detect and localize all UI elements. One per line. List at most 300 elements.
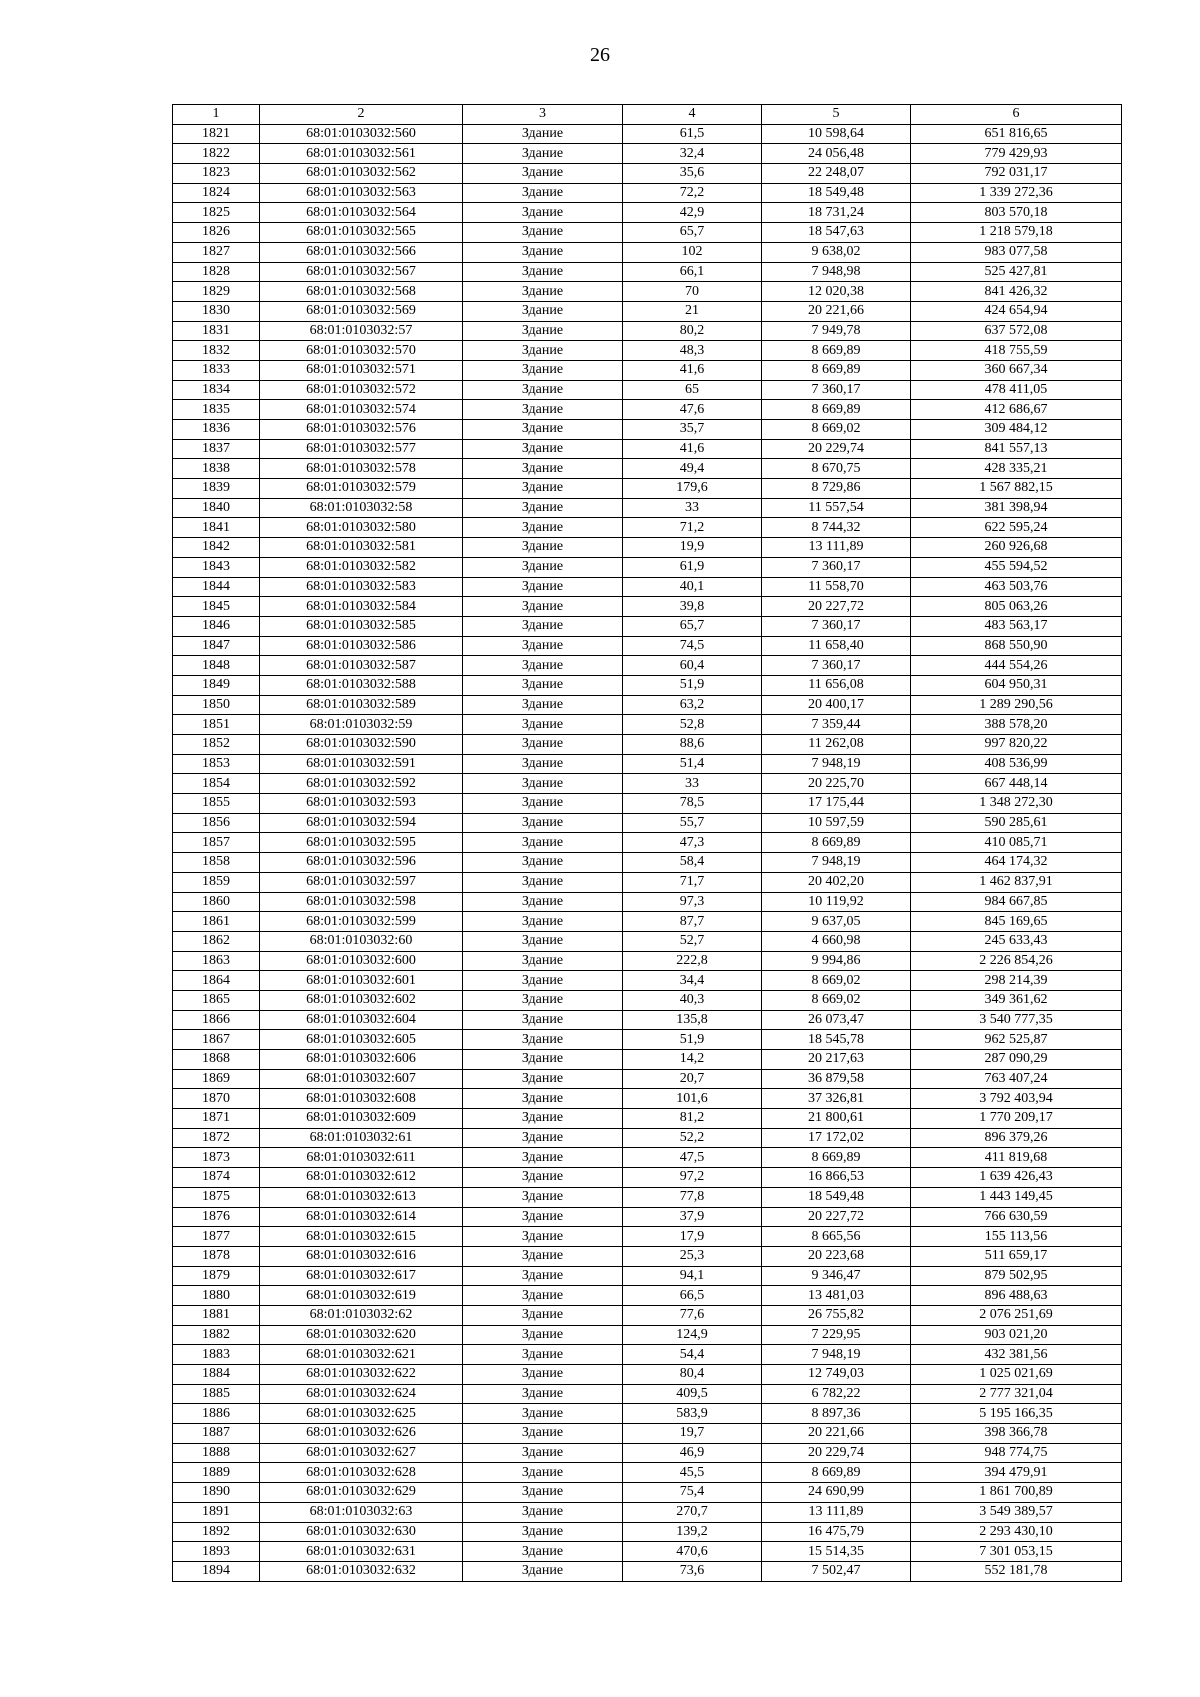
cadastral-value-cell: 412 686,67 [911,400,1122,420]
cadastral-number-cell: 68:01:0103032:594 [260,813,463,833]
row-number-cell: 1853 [173,754,260,774]
cadastral-value-cell: 868 550,90 [911,636,1122,656]
object-type-cell: Здание [463,794,623,814]
specific-value-cell: 10 598,64 [762,124,911,144]
table-row [173,912,1122,932]
area-cell: 39,8 [623,597,762,617]
area-cell: 47,3 [623,833,762,853]
row-number-cell: 1859 [173,872,260,892]
specific-value-cell: 8 669,02 [762,990,911,1010]
table-row [173,774,1122,794]
table-row [173,360,1122,380]
cadastral-value-cell: 779 429,93 [911,144,1122,164]
table-row [173,380,1122,400]
cadastral-value-cell: 903 021,20 [911,1325,1122,1345]
area-cell: 72,2 [623,183,762,203]
row-number-cell: 1882 [173,1325,260,1345]
row-number-cell: 1881 [173,1305,260,1325]
cadastral-value-cell: 394 479,91 [911,1463,1122,1483]
cadastral-number-cell: 68:01:0103032:622 [260,1365,463,1385]
table-row [173,1148,1122,1168]
cadastral-number-cell: 68:01:0103032:565 [260,223,463,243]
cadastral-number-cell: 68:01:0103032:60 [260,931,463,951]
cadastral-number-cell: 68:01:0103032:608 [260,1089,463,1109]
table-row [173,1266,1122,1286]
cadastral-number-cell: 68:01:0103032:607 [260,1069,463,1089]
cadastral-value-cell: 763 407,24 [911,1069,1122,1089]
row-number-cell: 1844 [173,577,260,597]
row-number-cell: 1848 [173,656,260,676]
table-row [173,1365,1122,1385]
cadastral-number-cell: 68:01:0103032:588 [260,675,463,695]
cadastral-value-cell: 398 366,78 [911,1424,1122,1444]
area-cell: 61,5 [623,124,762,144]
row-number-cell: 1854 [173,774,260,794]
row-number-cell: 1860 [173,892,260,912]
cadastral-value-cell: 1 339 272,36 [911,183,1122,203]
area-cell: 71,7 [623,872,762,892]
specific-value-cell: 20 402,20 [762,872,911,892]
table-row [173,1542,1122,1562]
cadastral-number-cell: 68:01:0103032:61 [260,1128,463,1148]
page-number: 26 [590,44,610,66]
cadastral-value-cell: 766 630,59 [911,1207,1122,1227]
area-cell: 135,8 [623,1010,762,1030]
cadastral-number-cell: 68:01:0103032:615 [260,1227,463,1247]
row-number-cell: 1843 [173,557,260,577]
row-number-cell: 1862 [173,931,260,951]
cadastral-number-cell: 68:01:0103032:602 [260,990,463,1010]
object-type-cell: Здание [463,1246,623,1266]
cadastral-number-cell: 68:01:0103032:601 [260,971,463,991]
area-cell: 41,6 [623,360,762,380]
cadastral-number-cell: 68:01:0103032:621 [260,1345,463,1365]
area-cell: 80,2 [623,321,762,341]
table-row [173,597,1122,617]
specific-value-cell: 10 119,92 [762,892,911,912]
cadastral-number-cell: 68:01:0103032:630 [260,1522,463,1542]
area-cell: 42,9 [623,203,762,223]
object-type-cell: Здание [463,931,623,951]
row-number-cell: 1834 [173,380,260,400]
row-number-cell: 1833 [173,360,260,380]
row-number-cell: 1835 [173,400,260,420]
cadastral-value-cell: 245 633,43 [911,931,1122,951]
object-type-cell: Здание [463,853,623,873]
cadastral-number-cell: 68:01:0103032:568 [260,282,463,302]
cadastral-value-cell: 896 379,26 [911,1128,1122,1148]
cadastral-value-cell: 2 777 321,04 [911,1384,1122,1404]
area-cell: 60,4 [623,656,762,676]
object-type-cell: Здание [463,144,623,164]
cadastral-number-cell: 68:01:0103032:579 [260,479,463,499]
area-cell: 58,4 [623,853,762,873]
specific-value-cell: 8 669,02 [762,420,911,440]
specific-value-cell: 20 221,66 [762,1424,911,1444]
specific-value-cell: 15 514,35 [762,1542,911,1562]
cadastral-value-cell: 463 503,76 [911,577,1122,597]
area-cell: 40,3 [623,990,762,1010]
row-number-cell: 1831 [173,321,260,341]
row-number-cell: 1829 [173,282,260,302]
specific-value-cell: 20 217,63 [762,1050,911,1070]
table-row [173,321,1122,341]
object-type-cell: Здание [463,1463,623,1483]
area-cell: 45,5 [623,1463,762,1483]
cadastral-value-cell: 411 819,68 [911,1148,1122,1168]
area-cell: 25,3 [623,1246,762,1266]
object-type-cell: Здание [463,675,623,695]
row-number-cell: 1847 [173,636,260,656]
cadastral-value-cell: 388 578,20 [911,715,1122,735]
object-type-cell: Здание [463,1286,623,1306]
cadastral-value-cell: 896 488,63 [911,1286,1122,1306]
row-number-cell: 1867 [173,1030,260,1050]
cadastral-value-cell: 2 293 430,10 [911,1522,1122,1542]
specific-value-cell: 4 660,98 [762,931,911,951]
specific-value-cell: 7 948,98 [762,262,911,282]
cadastral-value-cell: 651 816,65 [911,124,1122,144]
table-row [173,1050,1122,1070]
area-cell: 80,4 [623,1365,762,1385]
specific-value-cell: 10 597,59 [762,813,911,833]
object-type-cell: Здание [463,1187,623,1207]
object-type-cell: Здание [463,183,623,203]
cadastral-value-cell: 3 549 389,57 [911,1502,1122,1522]
specific-value-cell: 8 670,75 [762,459,911,479]
table-row [173,223,1122,243]
table-row [173,735,1122,755]
object-type-cell: Здание [463,1109,623,1129]
specific-value-cell: 9 994,86 [762,951,911,971]
object-type-cell: Здание [463,971,623,991]
object-type-cell: Здание [463,1050,623,1070]
area-cell: 97,3 [623,892,762,912]
table-row [173,124,1122,144]
area-cell: 409,5 [623,1384,762,1404]
table-row [173,1207,1122,1227]
column-header: 2 [260,105,463,125]
area-cell: 222,8 [623,951,762,971]
area-cell: 71,2 [623,518,762,538]
cadastral-number-cell: 68:01:0103032:625 [260,1404,463,1424]
table-row [173,242,1122,262]
row-number-cell: 1865 [173,990,260,1010]
row-number-cell: 1878 [173,1246,260,1266]
cadastral-number-cell: 68:01:0103032:578 [260,459,463,479]
specific-value-cell: 20 225,70 [762,774,911,794]
cadastral-value-cell: 360 667,34 [911,360,1122,380]
object-type-cell: Здание [463,301,623,321]
object-type-cell: Здание [463,636,623,656]
area-cell: 81,2 [623,1109,762,1129]
cadastral-value-cell: 1 289 290,56 [911,695,1122,715]
specific-value-cell: 9 637,05 [762,912,911,932]
area-cell: 73,6 [623,1561,762,1581]
specific-value-cell: 6 782,22 [762,1384,911,1404]
table-row [173,931,1122,951]
object-type-cell: Здание [463,459,623,479]
object-type-cell: Здание [463,1502,623,1522]
specific-value-cell: 7 360,17 [762,380,911,400]
object-type-cell: Здание [463,400,623,420]
cadastral-number-cell: 68:01:0103032:611 [260,1148,463,1168]
object-type-cell: Здание [463,1483,623,1503]
object-type-cell: Здание [463,1207,623,1227]
cadastral-number-cell: 68:01:0103032:564 [260,203,463,223]
specific-value-cell: 26 073,47 [762,1010,911,1030]
area-cell: 78,5 [623,794,762,814]
specific-value-cell: 7 948,19 [762,754,911,774]
row-number-cell: 1877 [173,1227,260,1247]
row-number-cell: 1845 [173,597,260,617]
column-header: 6 [911,105,1122,125]
row-number-cell: 1832 [173,341,260,361]
object-type-cell: Здание [463,577,623,597]
row-number-cell: 1837 [173,439,260,459]
row-number-cell: 1822 [173,144,260,164]
cadastral-number-cell: 68:01:0103032:580 [260,518,463,538]
cadastral-number-cell: 68:01:0103032:570 [260,341,463,361]
specific-value-cell: 8 897,36 [762,1404,911,1424]
table-row [173,1246,1122,1266]
table-row [173,1305,1122,1325]
object-type-cell: Здание [463,813,623,833]
specific-value-cell: 16 475,79 [762,1522,911,1542]
area-cell: 102 [623,242,762,262]
row-number-cell: 1876 [173,1207,260,1227]
table-row [173,1286,1122,1306]
table-row [173,439,1122,459]
specific-value-cell: 8 729,86 [762,479,911,499]
specific-value-cell: 20 229,74 [762,439,911,459]
specific-value-cell: 36 879,58 [762,1069,911,1089]
specific-value-cell: 12 020,38 [762,282,911,302]
cadastral-value-cell: 667 448,14 [911,774,1122,794]
object-type-cell: Здание [463,1522,623,1542]
cadastral-number-cell: 68:01:0103032:561 [260,144,463,164]
row-number-cell: 1857 [173,833,260,853]
row-number-cell: 1890 [173,1483,260,1503]
cadastral-number-cell: 68:01:0103032:627 [260,1443,463,1463]
cadastral-number-cell: 68:01:0103032:604 [260,1010,463,1030]
cadastral-value-cell: 845 169,65 [911,912,1122,932]
cadastral-number-cell: 68:01:0103032:576 [260,420,463,440]
area-cell: 470,6 [623,1542,762,1562]
area-cell: 47,5 [623,1148,762,1168]
area-cell: 51,4 [623,754,762,774]
object-type-cell: Здание [463,1305,623,1325]
cadastral-number-cell: 68:01:0103032:613 [260,1187,463,1207]
cadastral-number-cell: 68:01:0103032:596 [260,853,463,873]
area-cell: 74,5 [623,636,762,656]
row-number-cell: 1886 [173,1404,260,1424]
cadastral-value-cell: 1 861 700,89 [911,1483,1122,1503]
specific-value-cell: 7 948,19 [762,1345,911,1365]
cadastral-number-cell: 68:01:0103032:629 [260,1483,463,1503]
cadastral-number-cell: 68:01:0103032:624 [260,1384,463,1404]
table-row [173,1404,1122,1424]
row-number-cell: 1884 [173,1365,260,1385]
object-type-cell: Здание [463,872,623,892]
row-number-cell: 1851 [173,715,260,735]
table-row [173,1030,1122,1050]
specific-value-cell: 8 669,89 [762,400,911,420]
cadastral-value-cell: 962 525,87 [911,1030,1122,1050]
cadastral-number-cell: 68:01:0103032:591 [260,754,463,774]
area-cell: 52,8 [623,715,762,735]
area-cell: 179,6 [623,479,762,499]
object-type-cell: Здание [463,1345,623,1365]
row-number-cell: 1861 [173,912,260,932]
table-row [173,459,1122,479]
specific-value-cell: 13 111,89 [762,1502,911,1522]
cadastral-number-cell: 68:01:0103032:563 [260,183,463,203]
object-type-cell: Здание [463,479,623,499]
object-type-cell: Здание [463,754,623,774]
cadastral-value-cell: 841 426,32 [911,282,1122,302]
table-row [173,1069,1122,1089]
row-number-cell: 1841 [173,518,260,538]
row-number-cell: 1842 [173,538,260,558]
cadastral-number-cell: 68:01:0103032:574 [260,400,463,420]
specific-value-cell: 7 948,19 [762,853,911,873]
area-cell: 51,9 [623,675,762,695]
cadastral-number-cell: 68:01:0103032:606 [260,1050,463,1070]
row-number-cell: 1874 [173,1168,260,1188]
cadastral-value-cell: 805 063,26 [911,597,1122,617]
cadastral-number-cell: 68:01:0103032:562 [260,164,463,184]
table-row [173,1227,1122,1247]
specific-value-cell: 7 360,17 [762,656,911,676]
row-number-cell: 1883 [173,1345,260,1365]
specific-value-cell: 8 669,89 [762,833,911,853]
table-row [173,990,1122,1010]
specific-value-cell: 21 800,61 [762,1109,911,1129]
area-cell: 37,9 [623,1207,762,1227]
object-type-cell: Здание [463,1384,623,1404]
specific-value-cell: 8 665,56 [762,1227,911,1247]
row-number-cell: 1894 [173,1561,260,1581]
area-cell: 139,2 [623,1522,762,1542]
area-cell: 35,6 [623,164,762,184]
object-type-cell: Здание [463,774,623,794]
cadastral-number-cell: 68:01:0103032:598 [260,892,463,912]
cadastral-number-cell: 68:01:0103032:612 [260,1168,463,1188]
cadastral-value-cell: 604 950,31 [911,675,1122,695]
specific-value-cell: 13 111,89 [762,538,911,558]
specific-value-cell: 20 229,74 [762,1443,911,1463]
area-cell: 20,7 [623,1069,762,1089]
row-number-cell: 1839 [173,479,260,499]
cadastral-number-cell: 68:01:0103032:566 [260,242,463,262]
table-row [173,656,1122,676]
table-row [173,400,1122,420]
row-number-cell: 1892 [173,1522,260,1542]
area-cell: 63,2 [623,695,762,715]
cadastral-value-cell: 478 411,05 [911,380,1122,400]
cadastral-value-cell: 483 563,17 [911,616,1122,636]
object-type-cell: Здание [463,892,623,912]
cadastral-value-cell: 1 218 579,18 [911,223,1122,243]
cadastral-value-cell: 590 285,61 [911,813,1122,833]
cadastral-value-cell: 879 502,95 [911,1266,1122,1286]
object-type-cell: Здание [463,616,623,636]
object-type-cell: Здание [463,518,623,538]
area-cell: 52,2 [623,1128,762,1148]
cadastral-number-cell: 68:01:0103032:63 [260,1502,463,1522]
table-row [173,557,1122,577]
row-number-cell: 1873 [173,1148,260,1168]
table-row [173,498,1122,518]
object-type-cell: Здание [463,1561,623,1581]
object-type-cell: Здание [463,951,623,971]
specific-value-cell: 18 547,63 [762,223,911,243]
area-cell: 94,1 [623,1266,762,1286]
area-cell: 41,6 [623,439,762,459]
table-row [173,1443,1122,1463]
cadastral-value-cell: 444 554,26 [911,656,1122,676]
cadastral-number-cell: 68:01:0103032:585 [260,616,463,636]
specific-value-cell: 8 744,32 [762,518,911,538]
cadastral-number-cell: 68:01:0103032:620 [260,1325,463,1345]
cadastral-value-cell: 1 639 426,43 [911,1168,1122,1188]
cadastral-value-cell: 298 214,39 [911,971,1122,991]
area-cell: 270,7 [623,1502,762,1522]
cadastral-number-cell: 68:01:0103032:595 [260,833,463,853]
table-row [173,1561,1122,1581]
cadastral-value-cell: 455 594,52 [911,557,1122,577]
cadastral-value-cell: 637 572,08 [911,321,1122,341]
specific-value-cell: 12 749,03 [762,1365,911,1385]
row-number-cell: 1849 [173,675,260,695]
cadastral-value-cell: 1 443 149,45 [911,1187,1122,1207]
cadastral-number-cell: 68:01:0103032:605 [260,1030,463,1050]
row-number-cell: 1893 [173,1542,260,1562]
specific-value-cell: 17 172,02 [762,1128,911,1148]
object-type-cell: Здание [463,1128,623,1148]
area-cell: 66,1 [623,262,762,282]
area-cell: 97,2 [623,1168,762,1188]
table-row [173,1128,1122,1148]
table-row [173,794,1122,814]
object-type-cell: Здание [463,1325,623,1345]
table-row [173,872,1122,892]
cadastral-value-cell: 1 025 021,69 [911,1365,1122,1385]
table-row [173,715,1122,735]
table-row [173,1168,1122,1188]
cadastral-number-cell: 68:01:0103032:587 [260,656,463,676]
cadastral-value-cell: 260 926,68 [911,538,1122,558]
table-row [173,1345,1122,1365]
row-number-cell: 1885 [173,1384,260,1404]
table-row [173,892,1122,912]
specific-value-cell: 7 360,17 [762,557,911,577]
cadastral-value-cell: 418 755,59 [911,341,1122,361]
row-number-cell: 1863 [173,951,260,971]
object-type-cell: Здание [463,735,623,755]
area-cell: 65,7 [623,616,762,636]
table-row [173,813,1122,833]
table-row [173,183,1122,203]
cadastral-number-cell: 68:01:0103032:584 [260,597,463,617]
object-type-cell: Здание [463,420,623,440]
specific-value-cell: 11 558,70 [762,577,911,597]
specific-value-cell: 7 360,17 [762,616,911,636]
row-number-cell: 1869 [173,1069,260,1089]
cadastral-value-cell: 464 174,32 [911,853,1122,873]
cadastral-number-cell: 68:01:0103032:616 [260,1246,463,1266]
